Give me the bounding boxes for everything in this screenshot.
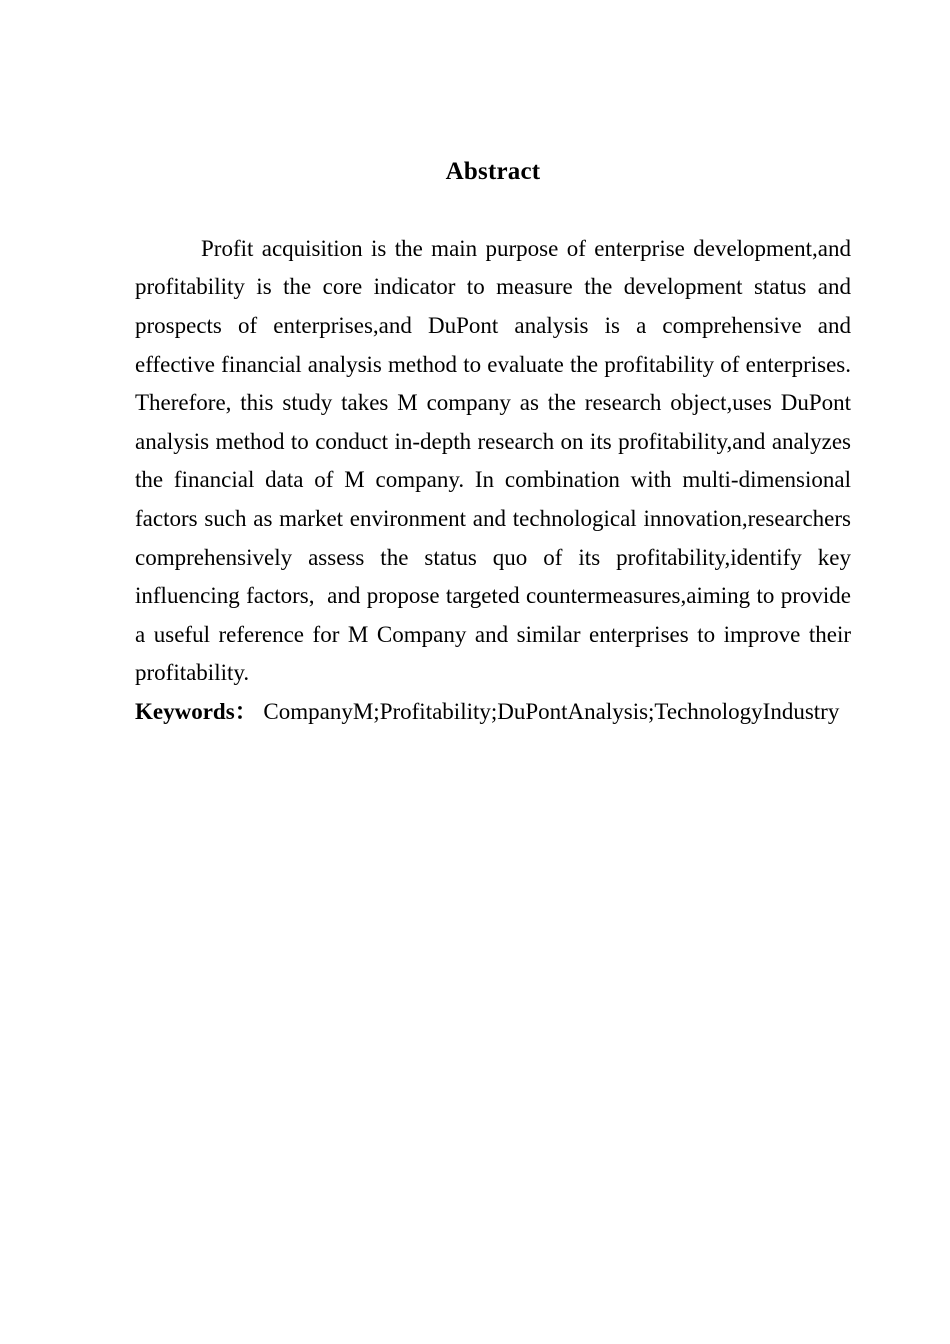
title-body-spacer	[135, 189, 851, 230]
keywords-separator: ：	[234, 698, 258, 724]
keywords-label: Keywords	[135, 698, 235, 724]
page-title: Abstract	[445, 158, 541, 185]
abstract-section	[135, 155, 857, 731]
abstract-paragraph: Profit acquisition is the main purpose of enterprise development,and profitability is the core indicator to measure the development status and prospects of enterprises,and DuPont analysis is a comprehensive and effective financial analysis method to evaluate the profitability of enterprises. Therefore, this study takes M company as the research object,uses DuPont analysis method to conduct in-depth research on its profitability,and analyzes the financial data of M company. In combination with multi-dimensional factors such as market environment and technological innovation,researchers comprehensively assess the status quo of its profitability,identify key influencing factors, and propose targeted countermeasures,aiming to provide a useful reference for M Company and similar enterprises to improve their profitability.	[135, 235, 857, 686]
keywords-value: CompanyM;Profitability;DuPontAnalysis;TechnologyIndustry	[257, 698, 840, 724]
keywords-line	[135, 693, 851, 732]
